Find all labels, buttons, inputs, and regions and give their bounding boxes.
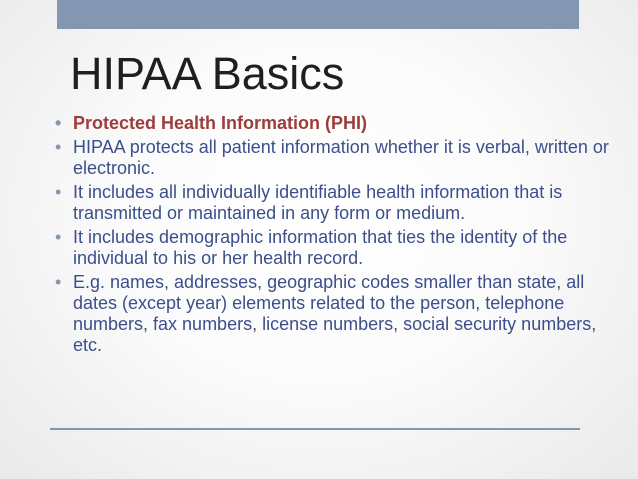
slide-title: HIPAA Basics: [70, 48, 345, 99]
bullet-hipaa-protects: • HIPAA protects all patient information whether it is verbal, written or electronic.: [55, 137, 615, 179]
bottom-divider: [50, 428, 580, 430]
bullet-phi-heading: • Protected Health Information (PHI): [55, 113, 615, 134]
bullet-list: [55, 113, 615, 359]
top-accent-bar: [57, 0, 579, 29]
bullet-examples: • E.g. names, addresses, geographic codes smaller than state, all dates (except year) elements related to the person, telephone numbers, fax numbers, license numbers, social security numbers, etc.: [55, 272, 615, 356]
bullet-identifiable-info: • It includes all individually identifiable health information that is transmitted or maintained in any form or medium.: [55, 182, 615, 224]
bullet-demographic-info: • It includes demographic information that ties the identity of the individual to his or her health record.: [55, 227, 615, 269]
